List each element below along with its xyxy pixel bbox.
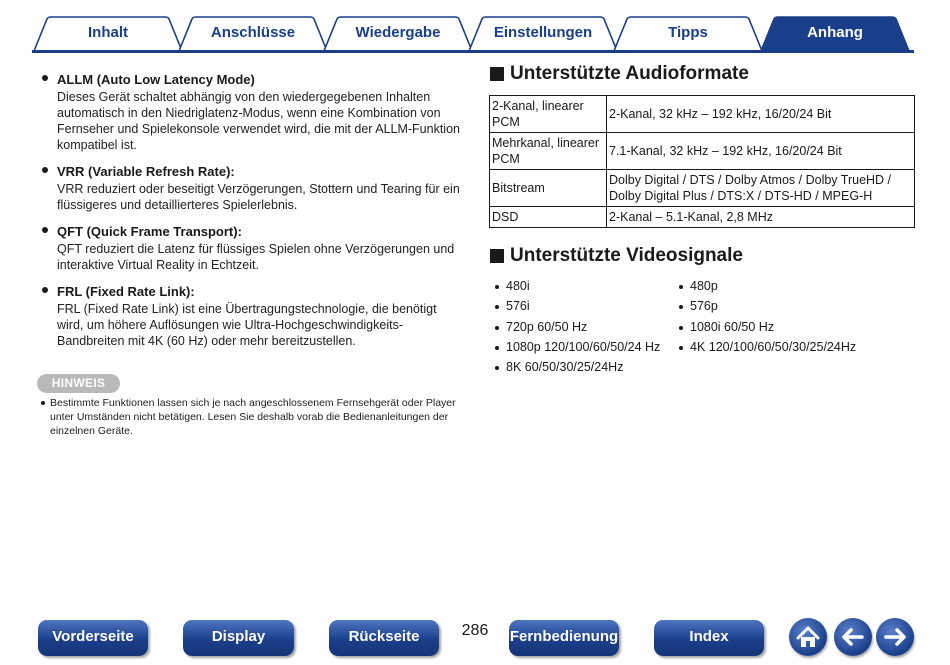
list-item xyxy=(492,337,660,357)
table-cell: 2-Kanal, 32 kHz – 192 kHz, 16/20/24 Bit xyxy=(607,96,915,133)
table-cell: DSD xyxy=(490,207,607,228)
page-number: 286 xyxy=(461,622,489,639)
video-list-col1 xyxy=(492,276,660,377)
list-item-text: 1080i 60/50 Hz xyxy=(690,319,775,334)
list-item xyxy=(676,317,856,337)
audio-section-title xyxy=(490,63,749,85)
index-button[interactable]: Index xyxy=(654,620,764,656)
tab-anschluesse[interactable] xyxy=(178,16,328,52)
bullet-icon xyxy=(42,167,48,173)
bullet-icon xyxy=(42,75,48,81)
list-item xyxy=(492,317,660,337)
table-cell: Mehrkanal, linearer PCM xyxy=(490,133,607,170)
tab-einstellungen[interactable] xyxy=(468,16,618,52)
fernbedienung-button[interactable]: Fernbedienung xyxy=(509,620,619,656)
feature-item xyxy=(40,162,460,213)
list-item-text: 576i xyxy=(506,299,530,314)
bullet-icon xyxy=(495,285,499,289)
tab-label: Anschlüsse xyxy=(210,24,296,41)
list-item-text: 480i xyxy=(506,279,530,293)
video-section-title xyxy=(490,245,743,267)
audio-format-table xyxy=(489,95,915,228)
list-item-text: 4K 120/100/60/50/30/25/24Hz xyxy=(690,339,857,354)
table-row xyxy=(490,207,915,228)
tab-label: Inhalt xyxy=(88,24,128,41)
bullet-icon xyxy=(679,285,683,289)
tab-baseline xyxy=(32,50,914,53)
table-cell: 2-Kanal – 5.1-Kanal, 2,8 MHz xyxy=(607,207,915,228)
tab-wiedergabe[interactable] xyxy=(323,16,473,52)
square-bullet-icon xyxy=(490,67,504,81)
feature-list xyxy=(40,70,460,358)
bullet-icon xyxy=(42,287,48,293)
feature-text: Dieses Gerät schaltet abhängig von den wiedergegebenen Inhalten automatisch in den Niedriglatenz-Modus, wenn eine Kombination von Fernseher und Spielekonsole verwendet wird, die mit der ALLM-Funktion kompatibel ist. xyxy=(57,90,460,152)
bullet-icon xyxy=(41,401,45,405)
bullet-icon xyxy=(495,366,499,370)
table-cell: Dolby Digital / DTS / Dolby Atmos / Dolby TrueHD / Dolby Digital Plus / DTS:X / DTS-HD / MPEG-H xyxy=(607,170,915,207)
table-row xyxy=(490,170,915,207)
bullet-icon xyxy=(495,326,499,330)
bullet-icon xyxy=(679,346,683,350)
list-item-text: 1080p 120/100/60/50/24 Hz xyxy=(506,339,661,354)
feature-item xyxy=(40,70,460,153)
feature-title: ALLM (Auto Low Latency Mode) xyxy=(57,72,255,87)
tab-anhang[interactable] xyxy=(760,16,910,52)
table-row xyxy=(490,133,915,170)
home-button[interactable] xyxy=(789,618,827,656)
table-row xyxy=(490,96,915,133)
bullet-icon xyxy=(679,326,683,330)
tab-tipps[interactable] xyxy=(613,16,763,52)
table-cell: 7.1-Kanal, 32 kHz – 192 kHz, 16/20/24 Bit xyxy=(607,133,915,170)
tab-label: Tipps xyxy=(668,24,708,41)
home-icon xyxy=(789,618,827,656)
bullet-icon xyxy=(42,227,48,233)
table-cell: 2-Kanal, linearer PCM xyxy=(490,96,607,133)
list-item xyxy=(492,296,660,316)
bullet-icon xyxy=(495,346,499,350)
list-item xyxy=(676,276,856,296)
video-list-col2 xyxy=(676,276,856,357)
arrow-left-icon xyxy=(834,618,872,656)
feature-item xyxy=(40,222,460,273)
feature-text: VRR reduziert oder beseitigt Verzögerungen, Stottern und Tearing für ein flüssigeres und detaillierteres Spielerlebnis. xyxy=(57,182,460,212)
display-button[interactable]: Display xyxy=(183,620,294,656)
arrow-right-icon xyxy=(876,618,914,656)
list-item-text: 576p xyxy=(690,299,718,314)
list-item-text: 8K 60/50/30/25/24Hz xyxy=(506,360,624,375)
tab-label: Anhang xyxy=(807,24,863,41)
section-title-text: Unterstützte Videosignale xyxy=(510,245,743,266)
bullet-icon xyxy=(495,305,499,309)
feature-item xyxy=(40,282,460,349)
tab-label: Wiedergabe xyxy=(355,24,441,41)
feature-title: FRL (Fixed Rate Link): xyxy=(57,284,195,299)
table-cell: Bitstream xyxy=(490,170,607,207)
feature-title: VRR (Variable Refresh Rate): xyxy=(57,164,235,179)
hinweis-badge: HINWEIS xyxy=(37,374,120,393)
tab-inhalt[interactable] xyxy=(33,16,183,52)
section-title-text: Unterstützte Audioformate xyxy=(510,63,749,84)
square-bullet-icon xyxy=(490,249,504,263)
feature-text: FRL (Fixed Rate Link) ist eine Übertragungstechnologie, die benötigt wird, um höhere Auflösungen wie Ultra-Hochgeschwindigkeits-Bandbreiten mit 4K (60 Hz) oder mehr bereitzustellen. xyxy=(57,302,437,348)
feature-title: QFT (Quick Frame Transport): xyxy=(57,224,242,239)
list-item xyxy=(676,337,856,357)
tab-bar xyxy=(0,0,950,56)
tab-label: Einstellungen xyxy=(493,24,593,41)
back-button[interactable] xyxy=(834,618,872,656)
list-item xyxy=(492,357,660,377)
rueckseite-button[interactable]: Rückseite xyxy=(329,620,439,656)
hinweis-note xyxy=(40,396,460,438)
list-item xyxy=(492,276,660,296)
list-item-text: 480p xyxy=(690,279,718,293)
feature-text: QFT reduziert die Latenz für flüssiges Spielen ohne Verzögerungen und interaktive Virtual Reality in Echtzeit. xyxy=(57,242,455,272)
list-item xyxy=(676,296,856,316)
hinweis-text: Bestimmte Funktionen lassen sich je nach angeschlossenem Fernsehgerät oder Player unter Umständen nicht betätigen. Lesen Sie deshalb vorab die Bedienanleitungen der einzelnen Geräte. xyxy=(50,397,456,437)
forward-button[interactable] xyxy=(876,618,914,656)
bullet-icon xyxy=(679,305,683,309)
list-item-text: 720p 60/50 Hz xyxy=(506,319,588,334)
vorderseite-button[interactable]: Vorderseite xyxy=(38,620,148,656)
